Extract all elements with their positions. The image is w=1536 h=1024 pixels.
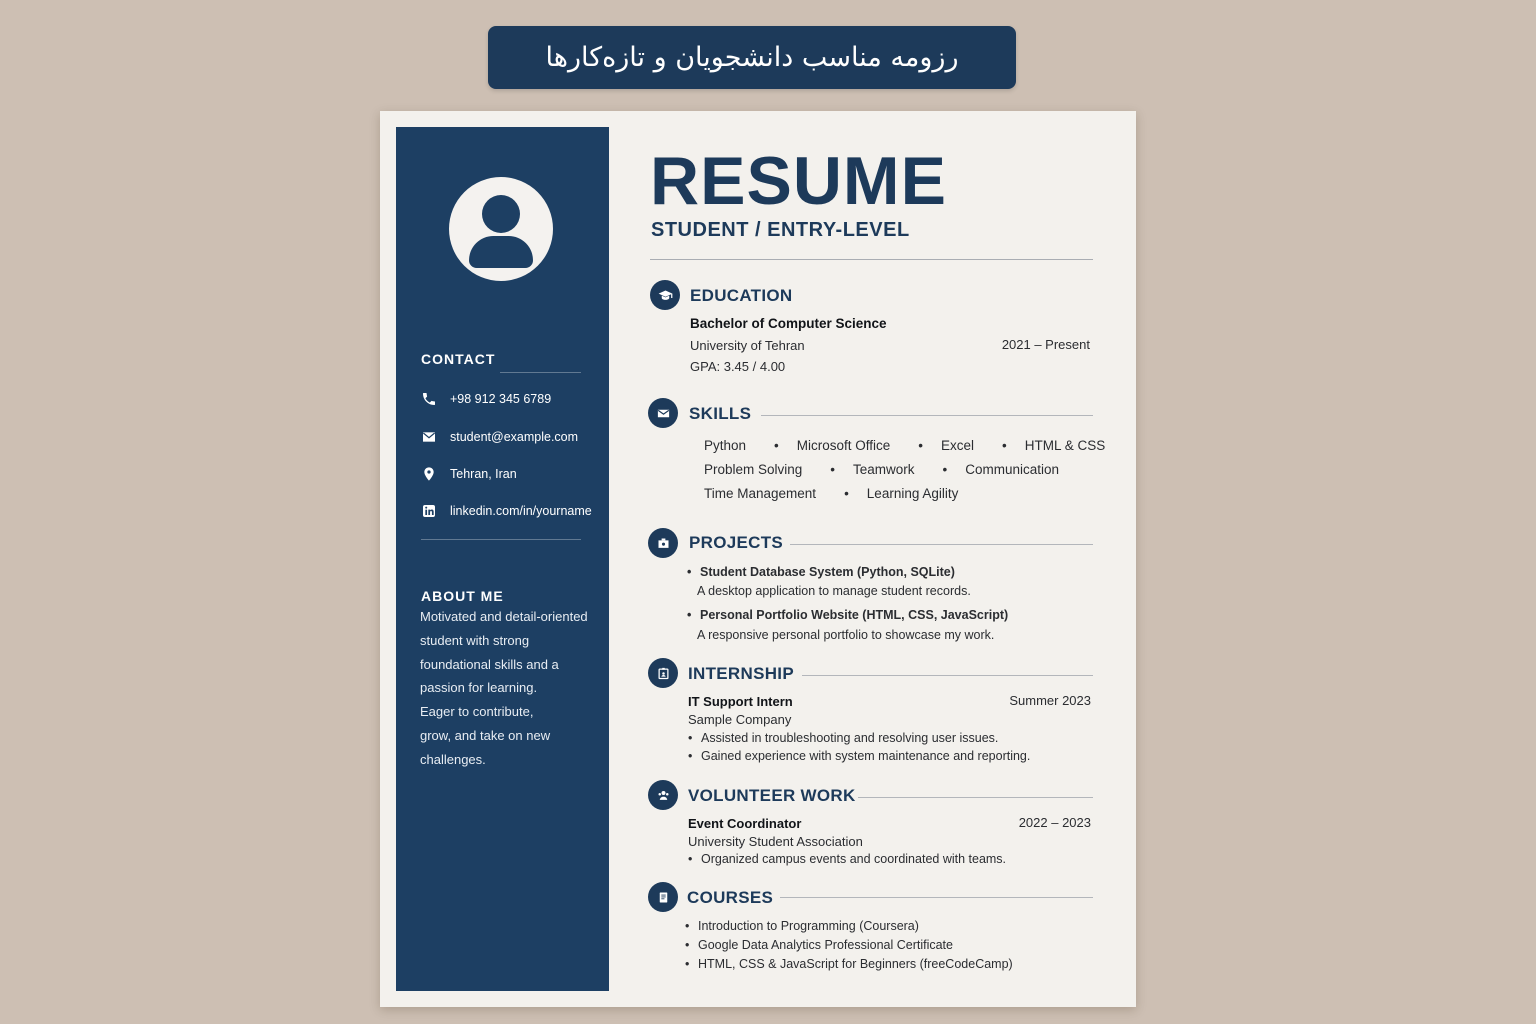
about-line: passion for learning. [420, 680, 538, 696]
about-heading: ABOUT ME [421, 588, 504, 604]
course-item: • HTML, CSS & JavaScript for Beginners (freeCodeCamp) [685, 957, 1013, 971]
skill-item: Microsoft Office [796, 438, 891, 453]
skill-item: Learning Agility [866, 486, 959, 501]
people-icon [648, 780, 678, 810]
education-degree: Bachelor of Computer Science [690, 316, 887, 331]
internship-divider [802, 675, 1093, 676]
banner-title: رزومه مناسب دانشجویان و تازه‌کارها [545, 42, 959, 73]
skill-item: Communication [965, 462, 1060, 477]
header-divider [650, 259, 1093, 260]
contact-linkedin [421, 503, 592, 519]
resume-title: RESUME [650, 143, 947, 219]
phone-text: +98 912 345 6789 [450, 392, 552, 406]
projects-divider [790, 544, 1093, 545]
internship-heading: INTERNSHIP [688, 664, 794, 683]
skills-row: Problem Solving • Teamwork • Communication [704, 462, 1060, 477]
location-pin-icon [421, 466, 437, 482]
education-school: University of Tehran [690, 338, 805, 353]
location-text: Tehran, Iran [450, 467, 517, 481]
linkedin-text: linkedin.com/in/yourname [450, 504, 592, 518]
email-text: student@example.com [450, 430, 579, 444]
resume-page [380, 111, 1136, 1007]
resume-subtitle: STUDENT / ENTRY-LEVEL [651, 219, 910, 241]
skills-row: Time Management • Learning Agility [704, 486, 959, 501]
phone-icon [421, 391, 437, 407]
envelope-icon [421, 429, 437, 445]
skills-icon [648, 398, 678, 428]
skill-item: Teamwork [853, 462, 915, 477]
id-badge-icon [648, 658, 678, 688]
project-name: • Personal Portfolio Website (HTML, CSS, JavaScript) [687, 608, 1008, 622]
sidebar-divider [421, 539, 581, 540]
course-item: • Google Data Analytics Professional Certificate [685, 938, 953, 952]
contact-location [421, 466, 517, 482]
resume-sidebar [396, 127, 609, 991]
internship-bullet: • Gained experience with system maintenance and reporting. [688, 749, 1030, 763]
about-line: Eager to contribute, [420, 704, 534, 720]
skill-item: Problem Solving [704, 462, 803, 477]
title-banner [488, 26, 1016, 89]
skill-item: HTML & CSS [1024, 438, 1106, 453]
internship-company: Sample Company [688, 712, 792, 727]
skill-item: Python [704, 438, 747, 453]
contact-heading: CONTACT [421, 351, 496, 367]
skills-row: Python • Microsoft Office • Excel • HTML & CSS [704, 438, 1106, 453]
about-line: grow, and take on new [420, 727, 551, 743]
volunteer-role: Event Coordinator [688, 816, 802, 831]
volunteer-heading: VOLUNTEER WORK [688, 786, 856, 805]
about-line: Motivated and detail-oriented [420, 609, 588, 624]
internship-role: IT Support Intern [688, 694, 793, 709]
graduation-cap-icon [650, 280, 680, 310]
education-heading: EDUCATION [690, 286, 793, 305]
volunteer-org: University Student Association [688, 834, 863, 849]
contact-divider [500, 372, 581, 373]
linkedin-icon [421, 503, 437, 519]
contact-email [421, 429, 578, 445]
book-icon [648, 882, 678, 912]
about-line: student with strong [420, 632, 530, 648]
project-name: • Student Database System (Python, SQLite) [687, 565, 955, 579]
skills-divider [761, 415, 1093, 416]
project-desc: A responsive personal portfolio to showcase my work. [697, 628, 995, 642]
about-text [420, 605, 600, 772]
course-item: • Introduction to Programming (Coursera) [685, 919, 919, 933]
education-gpa: GPA: 3.45 / 4.00 [690, 359, 786, 374]
about-line: foundational skills and a [420, 656, 559, 672]
project-desc: A desktop application to manage student records. [697, 584, 971, 598]
volunteer-dates: 2022 – 2023 [1018, 815, 1091, 830]
internship-dates: Summer 2023 [1009, 693, 1091, 708]
about-line: challenges. [420, 751, 486, 767]
contact-phone [421, 391, 551, 407]
education-dates: 2021 – Present [1001, 337, 1090, 352]
internship-bullet: • Assisted in troubleshooting and resolving user issues. [688, 731, 998, 745]
avatar-icon [449, 177, 553, 281]
courses-divider [780, 897, 1093, 898]
courses-heading: COURSES [687, 888, 774, 907]
projects-icon [648, 528, 678, 558]
volunteer-divider [858, 797, 1093, 798]
projects-heading: PROJECTS [689, 533, 784, 552]
skill-item: Time Management [704, 486, 817, 501]
skill-item: Excel [941, 438, 975, 453]
skills-heading: SKILLS [689, 404, 752, 423]
volunteer-bullet: • Organized campus events and coordinated with teams. [688, 852, 1006, 866]
